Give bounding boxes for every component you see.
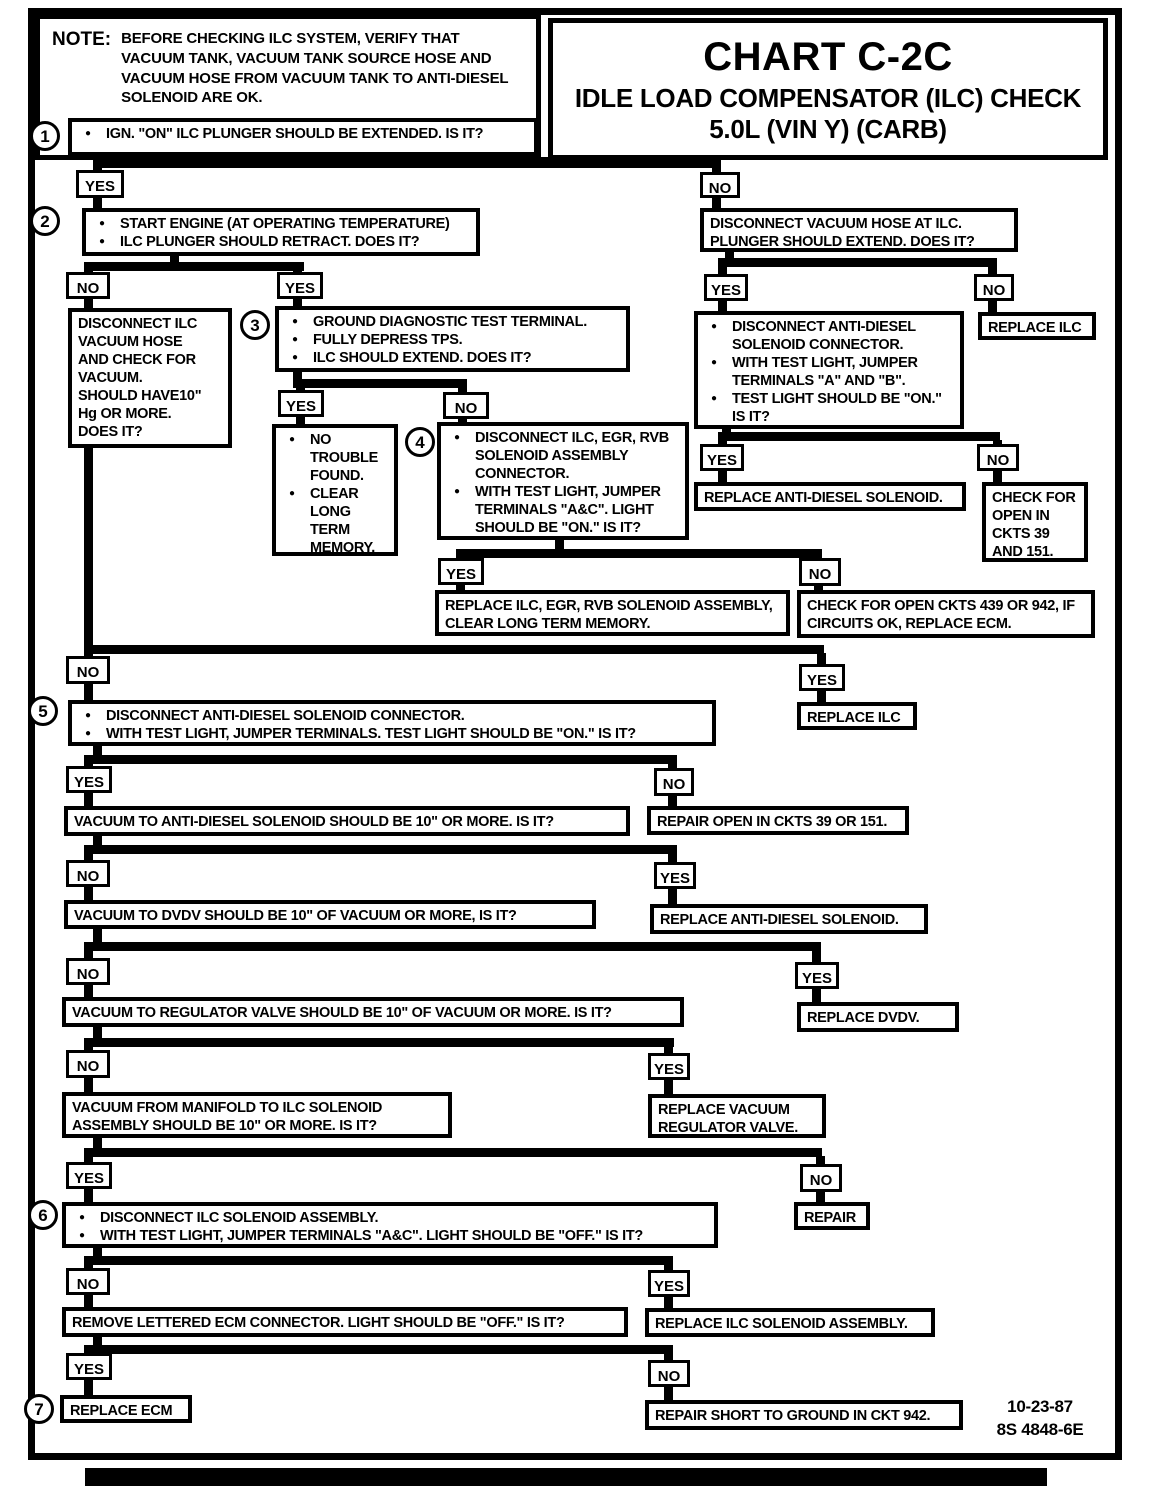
node-replace-ilc-2: REPLACE ILC [797,702,917,730]
connector [718,258,997,267]
node-no-trouble-found: ● NO TROUBLE FOUND. ● CLEAR LONG TERM MEMORY. [272,424,398,556]
no-tag: NO [648,1360,690,1387]
note-text: BEFORE CHECKING ILC SYSTEM, VERIFY THAT VACUUM TANK, VACUUM TANK SOURCE HOSE AND VACUUM HOSE FROM VACUUM TANK TO ANTI-DIESEL SOLENOID ARE OK. [121,30,509,107]
chart-title: CHART C-2C [703,35,953,79]
node-repair-open-ckts: REPAIR OPEN IN CKTS 39 OR 151. [647,806,909,835]
step-circle-2: 2 [30,206,60,236]
yes-tag: YES [76,170,124,198]
node-replace-ilc-solenoid: REPLACE ILC SOLENOID ASSEMBLY. [645,1308,935,1337]
connector [668,889,677,905]
connector [84,942,821,951]
node-replace-ilc-1: REPLACE ILC [978,312,1096,340]
connector [664,1387,673,1401]
connector [93,929,102,943]
chart-title-box [548,18,1108,160]
yes-tag: YES [799,664,845,691]
step-circle-4: 4 [405,427,435,457]
no-tag: NO [654,768,694,796]
node-check-open-ckts-439-942: CHECK FOR OPEN CKTS 439 OR 942, IF CIRCUITS OK, REPLACE ECM. [797,590,1095,638]
no-tag: NO [974,274,1014,301]
connector [84,1078,93,1093]
node-disconnect-ilc-vacuum: DISCONNECT ILC VACUUM HOSE AND CHECK FOR VACUUM. SHOULD HAVE10" Hg OR MORE. DOES IT? [68,308,232,448]
step-circle-7: 7 [24,1394,54,1424]
connector [84,1256,673,1265]
footer-revision [985,1396,1095,1442]
connector [84,1189,93,1203]
node-anti-diesel-check: ● DISCONNECT ANTI-DIESEL SOLENOID CONNECTOR. ● WITH TEST LIGHT, JUMPER TERMINALS "A" AND "B". ● TEST LIGHT SHOULD BE "ON." IS IT? [694,311,964,429]
connector [84,887,93,901]
no-tag: NO [443,392,489,419]
yes-tag: YES [704,274,748,301]
node-remove-lettered-ecm: REMOVE LETTERED ECM CONNECTOR. LIGHT SHOULD BE "OFF." IS IT? [62,1307,628,1337]
node-replace-ilc-egr-rvb: REPLACE ILC, EGR, RVB SOLENOID ASSEMBLY, CLEAR LONG TERM MEMORY. [435,590,790,636]
no-tag: NO [66,656,110,684]
connector [93,157,717,168]
node-step6: ● DISCONNECT ILC SOLENOID ASSEMBLY. ● WITH TEST LIGHT, JUMPER TERMINALS "A&C". LIGHT SHOULD BE "OFF." IS IT? [62,1202,718,1248]
connector [84,1148,822,1157]
yes-tag: YES [278,390,324,417]
yes-tag: YES [648,1053,690,1080]
no-tag: NO [700,172,740,198]
connector [84,845,677,854]
node-disconnect-vac-hose: DISCONNECT VACUUM HOSE AT ILC. PLUNGER SHOULD EXTEND. DOES IT? [700,208,1018,252]
node-replace-ecm: REPLACE ECM [60,1395,192,1423]
no-tag: NO [66,860,110,887]
connector [293,379,467,388]
connector [84,1038,674,1047]
connector [85,1468,1047,1486]
node-step1: ● IGN. "ON" ILC PLUNGER SHOULD BE EXTENDED. IS IT? [68,118,538,156]
step-circle-1: 1 [30,121,60,151]
connector [812,989,821,1003]
connector [718,301,727,311]
no-tag: NO [66,958,110,985]
connector [84,755,677,764]
node-step2: ● START ENGINE (AT OPERATING TEMPERATURE) ● ILC PLUNGER SHOULD RETRACT. DOES IT? [82,208,480,256]
connector [84,645,824,654]
note-label: NOTE: [52,29,112,50]
yes-tag: YES [438,558,484,585]
connector [664,1080,673,1095]
step-circle-6: 6 [28,1200,58,1230]
no-tag: NO [66,272,110,299]
node-replace-anti-diesel-2: REPLACE ANTI-DIESEL SOLENOID. [650,904,928,934]
node-vacuum-to-anti-diesel: VACUUM TO ANTI-DIESEL SOLENOID SHOULD BE 10" OR MORE. IS IT? [64,806,630,836]
node-replace-anti-diesel-1: REPLACE ANTI-DIESEL SOLENOID. [694,482,966,511]
node-repair: REPAIR [794,1202,870,1230]
node-vacuum-to-regulator: VACUUM TO REGULATOR VALVE SHOULD BE 10" OF VACUUM OR MORE. IS IT? [62,997,684,1027]
connector [84,447,93,650]
node-step5: ● DISCONNECT ANTI-DIESEL SOLENOID CONNECTOR. ● WITH TEST LIGHT, JUMPER TERMINALS. TEST LIGHT SHOULD BE "ON." IS IT? [68,700,716,746]
yes-tag: YES [795,962,839,989]
step-circle-3: 3 [240,310,270,340]
chart-subtitle: IDLE LOAD COMPENSATOR (ILC) CHECK [574,83,1082,113]
node-vacuum-to-dvdv: VACUUM TO DVDV SHOULD BE 10" OF VACUUM OR MORE, IS IT? [64,900,596,929]
footer-doc-number: 8S 4848-6E [996,1419,1084,1439]
no-tag: NO [799,558,841,586]
node-check-open-ckts-39-151: CHECK FOR OPEN IN CKTS 39 AND 151. [982,482,1088,562]
connector [84,793,93,807]
footer-date: 10-23-87 [1007,1397,1073,1416]
connector [456,549,822,558]
node-repair-short-ground: REPAIR SHORT TO GROUND IN CKT 942. [645,1400,963,1430]
connector [84,262,304,271]
yes-tag: YES [648,1270,690,1297]
step-circle-5: 5 [28,696,58,726]
connector [718,432,1000,441]
node-step3: ● GROUND DIAGNOSTIC TEST TERMINAL. ● FULLY DEPRESS TPS. ● ILC SHOULD EXTEND. DOES IT? [275,306,630,372]
node-replace-dvdv: REPLACE DVDV. [797,1002,959,1032]
connector [84,1380,93,1396]
connector [84,684,93,701]
yes-tag: YES [66,1162,112,1189]
yes-tag: YES [654,862,696,889]
yes-tag: YES [277,272,323,299]
no-tag: NO [66,1268,110,1295]
node-step4: ● DISCONNECT ILC, EGR, RVB SOLENOID ASSEMBLY CONNECTOR. ● WITH TEST LIGHT, JUMPER TERMINALS "A&C". LIGHT SHOULD BE "ON." IS IT? [437,422,689,540]
node-replace-vacuum-regulator: REPLACE VACUUM REGULATOR VALVE. [648,1094,826,1138]
yes-tag: YES [66,1353,112,1380]
no-tag: NO [977,444,1019,471]
yes-tag: YES [66,766,112,793]
connector [712,157,721,173]
no-tag: NO [800,1164,842,1192]
chart-engine: 5.0L (VIN Y) (CARB) [709,114,947,144]
no-tag: NO [66,1050,110,1078]
node-vacuum-from-manifold: VACUUM FROM MANIFOLD TO ILC SOLENOID ASSEMBLY SHOULD BE 10" OR MORE. IS IT? [62,1092,452,1138]
connector [84,1345,673,1354]
yes-tag: YES [700,444,744,471]
